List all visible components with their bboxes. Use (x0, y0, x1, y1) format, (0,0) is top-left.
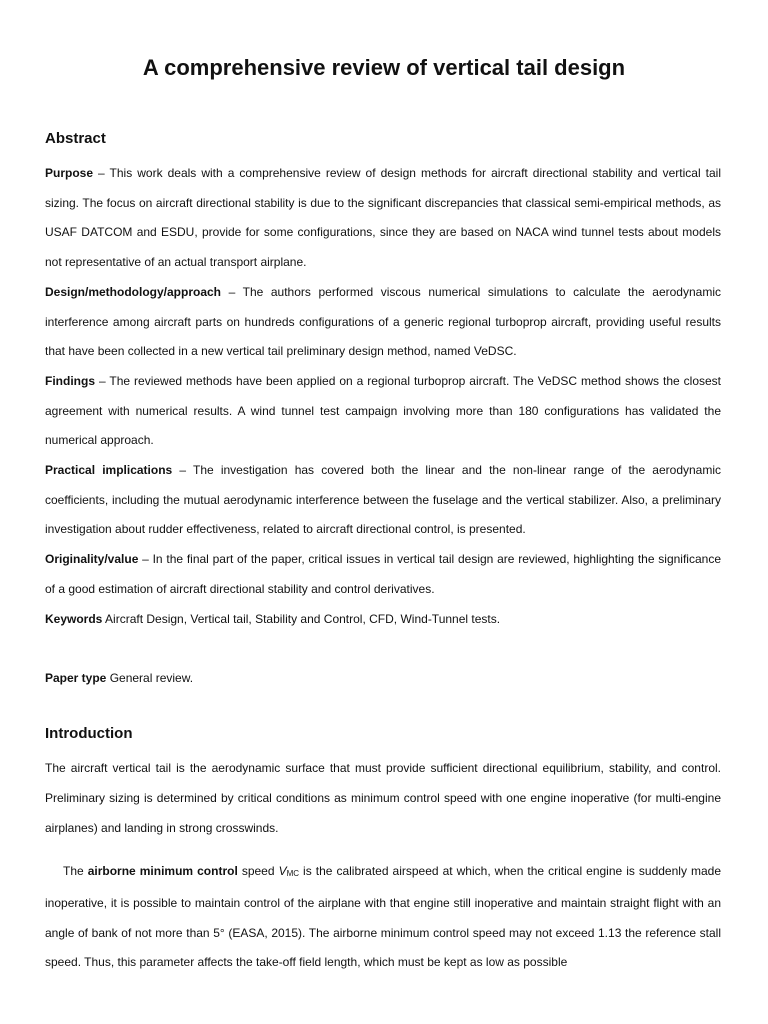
p2-rest: is the calibrated airspeed at which, when the critical engine is suddenly made inoperative, it is possible to maintain control of the airplane with that engine still inoperative and maintain straight flight with an angle of bank of not more than 5° (EASA, 2015). The airborne minimum control speed may not exceed 1.13 the reference stall speed. Thus, this parameter affects the take-off field length, which must be kept as low as possible (45, 863, 721, 970)
intro-paragraph-1: The aircraft vertical tail is the aerodynamic surface that must provide sufficient directional equilibrium, stability, and control. Preliminary sizing is determined by critical conditions as minimum control speed with one engine inoperative (for multi-engine airplanes) and landing in strong crosswinds. (45, 761, 721, 835)
paper-type-text: General review. (106, 671, 194, 686)
p2-mid: speed (237, 863, 279, 878)
abstract-practical (45, 456, 721, 545)
abstract-purpose (45, 159, 721, 278)
findings-label: Findings (45, 373, 95, 388)
purpose-label: Purpose (45, 166, 94, 180)
introduction-heading: Introduction (45, 725, 133, 742)
practical-text: – The investigation has covered both the linear and the non-linear range of the aerodynamic coefficients, including the mutual aerodynamic interference between the fuselage and the vertical stabilizer. Also, a preliminary investigation about rudder effectiveness, related to aircraft directional control, is presented. (45, 463, 721, 537)
intro-paragraph-2 (45, 857, 721, 979)
purpose-text: – This work deals with a comprehensive review of design methods for aircraft directional stability and vertical tail sizing. The focus on aircraft directional stability is due to the significant discrepancies that classical semi-empirical methods, as USAF DATCOM and ESDU, provide for some configurations, since they are based on NACA wind tunnel tests about models not representative of an actual transport airplane. (45, 166, 721, 270)
abstract-paper-type (45, 664, 721, 694)
abstract-keywords (45, 605, 721, 635)
p2-bold-term: airborne minimum control (87, 863, 238, 878)
keywords-text: Aircraft Design, Vertical tail, Stability and Control, CFD, Wind-Tunnel tests. (102, 611, 501, 626)
paper-title: A comprehensive review of vertical tail design (142, 55, 626, 80)
abstract-heading: Abstract (45, 130, 106, 147)
vmc-symbol: V (278, 863, 287, 878)
paper-type-label: Paper type (45, 671, 107, 686)
abstract-body (45, 159, 721, 694)
originality-text: – In the final part of the paper, critical issues in vertical tail design are reviewed, highlighting the significance of a good estimation of aircraft directional stability and control derivatives. (45, 552, 721, 596)
vmc-subscript: MC (286, 868, 300, 878)
design-text: – The authors performed viscous numerical simulations to calculate the aerodynamic interference among aircraft parts on hundreds configurations of a generic regional turboprop aircraft, providing useful results that have been collected in a new vertical tail preliminary design method, named VeDSC. (45, 284, 721, 359)
p2-lead: The (63, 863, 88, 878)
practical-label: Practical implications (45, 463, 173, 478)
abstract-findings (45, 367, 721, 456)
keywords-label: Keywords (45, 611, 103, 626)
findings-text: – The reviewed methods have been applied on a regional turboprop aircraft. The VeDSC method shows the closest agreement with numerical results. A wind tunnel test campaign involving more than 180 configurations has validated the numerical approach. (45, 373, 721, 448)
spacer (45, 634, 721, 664)
design-label: Design/methodology/approach (45, 284, 222, 299)
originality-label: Originality/value (45, 552, 139, 567)
abstract-design (45, 278, 721, 367)
abstract-originality (45, 545, 721, 604)
introduction-body (45, 754, 721, 978)
